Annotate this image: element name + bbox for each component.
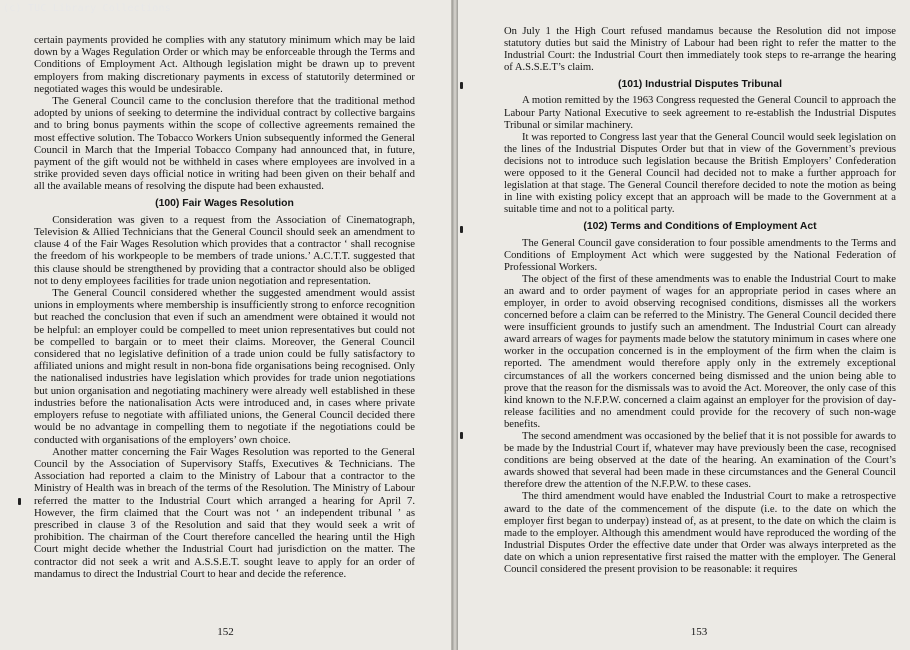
paragraph: It was reported to Congress last year that the General Council would seek legislation on the lines of the Industrial Disputes Order but that in view of the Government’s previous decisions not to introduce such legislation because the British Employers’ Confederation were opposed to it the General Council had decided not to make a further approach for legislation at that stage. The General Council therefore decided to note the motion as being in line with existing policy except that an approach will be made to the Government at a suitable time and not to a political party.: [504, 131, 896, 216]
section-heading-100: (100) Fair Wages Resolution: [155, 197, 294, 209]
paragraph: The General Council gave consideration to four possible amendments to the Terms and Conditions of Employment Act which were suggested by the National Federation of Professional Workers.: [504, 237, 896, 273]
left-page: [0, 0, 452, 650]
page-number-right: 153: [690, 626, 708, 638]
page-number-left: 152: [217, 626, 234, 638]
right-page-text: [504, 26, 896, 576]
section-heading-101: (101) Industrial Disputes Tribunal: [618, 79, 782, 91]
paragraph: Another matter concerning the Fair Wages Resolution was reported to the General Council by the Association of Supervisory Staffs, Executives & Technicians. The Association had reported a claim to the Ministry of Labour that a contractor to the Ministry of Health was in breach of the terms of the Resolution. The Ministry of Labour referred the matter to the Industrial Court which arranged a hearing for April 7. However, the firm claimed that the Court was not ‘ an independent tribunal ’ as prescribed in clause 3 of the Resolution and said that they would seek a writ of prohibition. The chairman of the Court therefore cancelled the hearing until the High Court might decide whether the Industrial Court had jurisdiction on the matter. The contractor did not seek a writ and A.S.S.E.T. sought leave to apply for an order of mandamus to direct the Industrial Court to hear and decide the reference.: [34, 445, 415, 580]
paragraph: The second amendment was occasioned by the belief that it is not possible for awards to be made by the Industrial Court if, whatever may have previously been the case, recognised conditions are being observed at the date of the hearing. An examination of the Court’s awards showed that several had been made in these circumstances and the General Council therefore drew the attention of the N.F.P.W. to these cases.: [504, 431, 896, 491]
paragraph: On July 1 the High Court refused mandamus because the Resolution did not impose statutory duties but said the Ministry of Labour had been right to refer the matter to the Industrial Court: the Industrial Court then immediately took steps to re-arrange the hearing of A.S.S.E.T’s claim.: [504, 26, 896, 74]
section-heading-102: (102) Terms and Conditions of Employment Act: [583, 221, 817, 233]
right-page: [458, 0, 910, 650]
paragraph: The General Council came to the conclusion therefore that the traditional method adopted by unions of seeking to determine the individual contract by collective bargains and to bring bonus payments within the scope of collective agreements remained the most effective solution. The Tobacco Workers Union subsequently informed the General Council in March that the Imperial Tobacco Company had announced that, in future, payment of the gift would not be withheld in cases where employees are involved in a strike provided seven days official notice in writing had been given on their behalf and all the available means of resolving the dispute had been exhausted.: [34, 95, 415, 193]
collection-watermark: (c) TUC Library Collections: [3, 3, 171, 14]
paragraph: certain payments provided he complies with any statutory minimum which may be laid down by a Wages Regulation Order or which may be enforceable through the Terms and Conditions of Employment Act. Although legislation might be drawn up to prevent employers from making discretionary payments in excess of statutorily determined or negotiated wages this would be undesirable.: [34, 34, 415, 95]
left-page-text: [34, 34, 415, 580]
margin-mark: [18, 498, 21, 505]
margin-mark: [460, 432, 463, 439]
paragraph: A motion remitted by the 1963 Congress requested the General Council to approach the Labour Party National Executive to seek agreement to re-establish the Industrial Disputes Tribunal or similar machinery.: [504, 95, 896, 131]
margin-mark: [460, 82, 463, 89]
paragraph: Consideration was given to a request from the Association of Cinematograph, Television & Allied Technicians that the General Council should seek an amendment to clause 4 of the Fair Wages Resolution which provides that a contractor ‘ shall recognise the freedom of his workpeople to be members of trade unions.’ A.C.T.T. suggested that this clause should be strengthened by providing that a contractor should also be obliged not to deny employees facilities for trade union negotiation and representation.: [34, 213, 415, 287]
paragraph: The General Council considered whether the suggested amendment would assist unions in employments where membership is insufficiently strong to enforce recognition but reached the conclusion that even if such an amendment were obtained it would not be helpful: an employer could be compelled to meet union representatives but could not be compelled to bargain or to meet their claims. Moreover, the General Council considered that no legislative definition of a trade union could be fully satisfactory to affiliated unions and might result in non-bona fide organisations being recognised. Only the nationalised industries have legislation which provides for trade union negotiations but union organisation and negotiating machinery were already well established in these industries before the nationalisation Acts were introduced and, in cases where private employers refuse to negotiate with affiliated unions, the General Council decided there would be no advantage in compelling them to negotiate if the negotiations could be conducted with organisations of the employers’ own choice.: [34, 287, 415, 446]
paragraph: The third amendment would have enabled the Industrial Court to make a retrospective award to the date of the commencement of the dispute (i.e. to the date on which the employer first began to underpay) instead of, as at present, to the date on which the claim is made to the employer. Although this amendment would have reproduced the wording of the Industrial Disputes Order the effective date under that Order was always interpreted as the date on which a union representative first raised the matter with the employer. The General Council considered the present provision to be reasonable: it requires: [504, 491, 896, 576]
paragraph: The object of the first of these amendments was to enable the Industrial Court to make an award and to order payment of wages for an appropriate period in cases where an employer, in order to avoid observing recognised conditions, dismisses all the workers concerned before a claim can be referred to the Ministry. The General Council decided there were insufficient grounds to justify such an amendment. The Industrial Court can already award arrears of wages for payments made below the statutory minimum in cases where one worker in the occupation concerned is in the employment of the firm when the claim is reported. The amendment would therefore apply only in the extremely exceptional circumstances of all the workers concerned being dismissed and the union being able to prove that the reason for the dismissals was to avoid the Act. Moreover, the only case of this kind known to the N.F.P.W. concerned a claim against an employer for the provision of day-release facilities and no amendment could provide for the recovery of such non-wage benefits.: [504, 273, 896, 430]
margin-mark: [460, 226, 463, 233]
